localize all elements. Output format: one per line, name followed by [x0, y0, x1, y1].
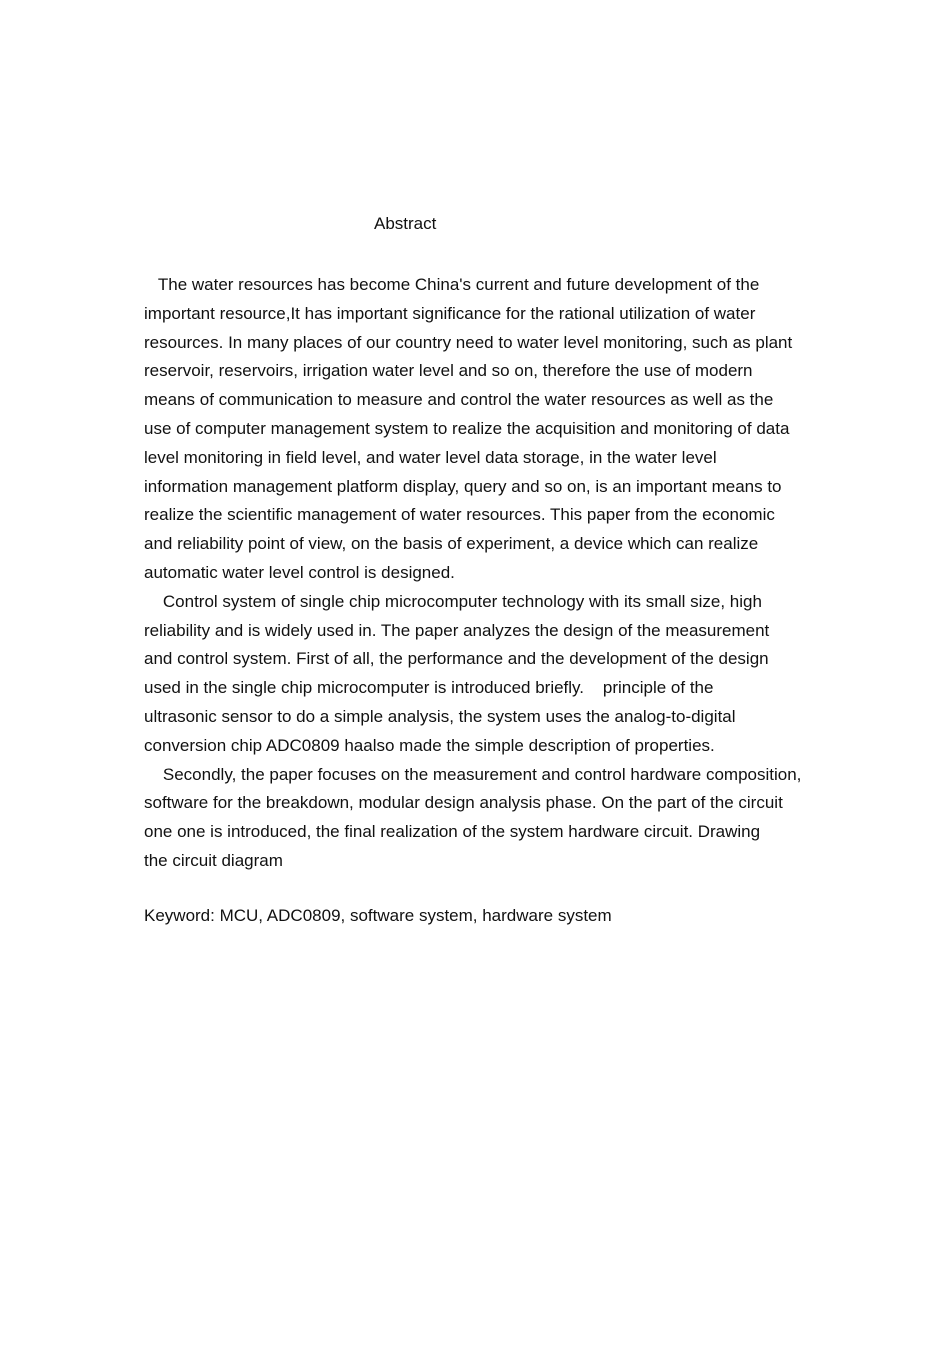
- body-line: ultrasonic sensor to do a simple analysis, the system uses the analog-to-digital: [144, 706, 736, 726]
- body-line: The water resources has become China's current and future development of the: [144, 275, 760, 294]
- keywords-line: Keyword: MCU, ADC0809, software system, hardware system: [144, 906, 612, 925]
- body-line: conversion chip ADC0809 haalso made the simple description of properties.: [144, 735, 715, 755]
- body-line: information management platform display, query and so on, is an important means to: [144, 476, 782, 496]
- body-line: important resource,It has important significance for the rational utilization of water: [144, 303, 756, 323]
- body-line: means of communication to measure and control the water resources as well as the: [144, 390, 774, 410]
- body-line: reservoir, reservoirs, irrigation water level and so on, therefore the use of modern: [144, 361, 753, 381]
- body-line: automatic water level control is designed.: [144, 562, 455, 582]
- body-line: Secondly, the paper focuses on the measurement and control hardware composition,: [144, 764, 802, 784]
- abstract-title: Abstract: [374, 214, 437, 233]
- body-line: resources. In many places of our country need to water level monitoring, such as plant: [144, 332, 793, 352]
- body-line: use of computer management system to realize the acquisition and monitoring of data: [144, 418, 790, 438]
- body-line: the circuit diagram: [144, 850, 283, 870]
- body-line: used in the single chip microcomputer is introduced briefly. principle of the: [144, 678, 714, 698]
- abstract-body: [144, 271, 844, 876]
- body-line: and reliability point of view, on the basis of experiment, a device which can realize: [144, 534, 759, 554]
- body-line: realize the scientific management of water resources. This paper from the economic: [144, 505, 775, 525]
- body-line: software for the breakdown, modular design analysis phase. On the part of the circuit: [144, 793, 783, 813]
- body-line: level monitoring in field level, and water level data storage, in the water level: [144, 447, 717, 467]
- body-line: reliability and is widely used in. The paper analyzes the design of the measurement: [144, 620, 770, 640]
- body-line: Control system of single chip microcomputer technology with its small size, high: [144, 591, 762, 611]
- body-line: one one is introduced, the final realization of the system hardware circuit. Drawing: [144, 822, 761, 842]
- body-line: and control system. First of all, the performance and the development of the design: [144, 649, 769, 669]
